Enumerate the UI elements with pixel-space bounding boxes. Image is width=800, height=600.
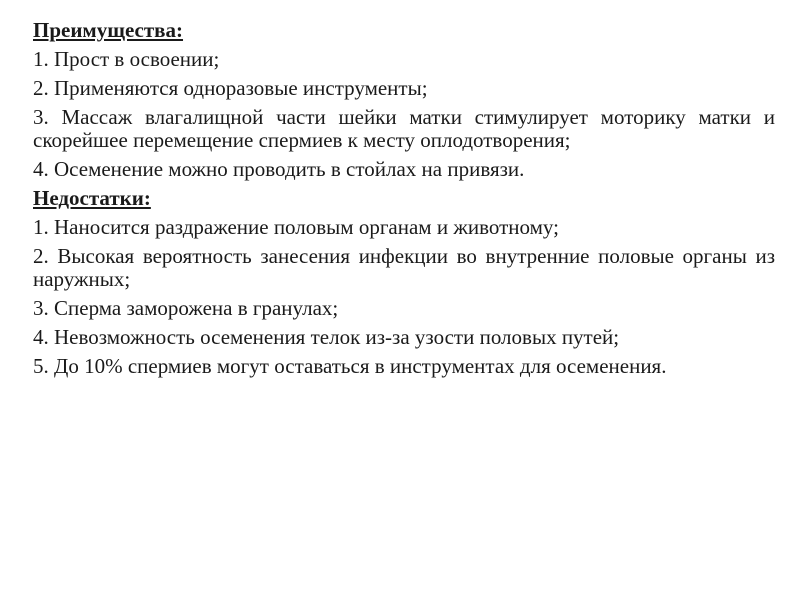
disadvantages-section (33, 187, 775, 378)
advantages-section (33, 19, 775, 181)
slide-content (33, 19, 775, 384)
advantage-item-2: 2. Применяются одноразовые инструменты; (33, 76, 428, 100)
advantage-item-3: 3. Массаж влагалищной части шейки матки стимулирует моторику матки и скорейшее перемещение спермиев к месту оплодотворения; (33, 105, 775, 152)
disadvantage-item-1: 1. Наносится раздражение половым органам и животному; (33, 215, 559, 239)
disadvantage-item-3: 3. Сперма заморожена в гранулах; (33, 296, 339, 320)
advantage-item-1: 1. Прост в освоении; (33, 47, 220, 71)
disadvantages-heading: Недостатки: (33, 186, 151, 210)
disadvantage-item-2: 2. Высокая вероятность занесения инфекции во внутренние половые органы из наружных; (33, 244, 775, 291)
advantage-item-4: 4. Осеменение можно проводить в стойлах на привязи. (33, 157, 525, 181)
disadvantage-item-4: 4. Невозможность осеменения телок из-за узости половых путей; (33, 325, 620, 349)
advantages-heading: Преимущества: (33, 18, 184, 42)
disadvantage-item-5: 5. До 10% спермиев могут оставаться в инструментах для осеменения. (33, 354, 667, 378)
